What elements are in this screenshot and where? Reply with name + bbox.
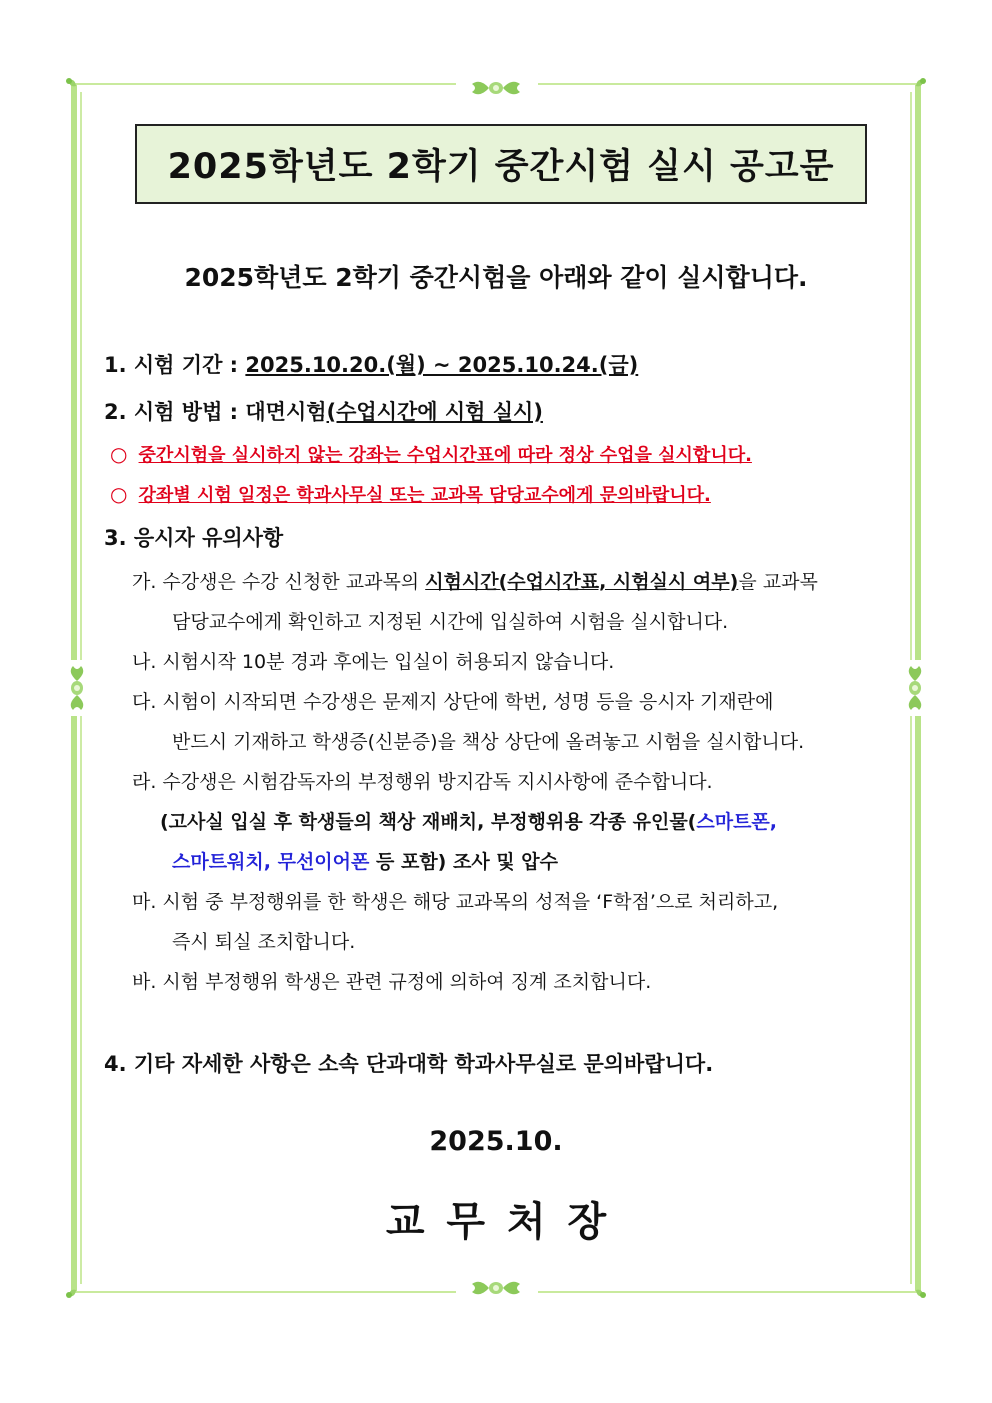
exam-method: [104, 396, 543, 426]
corner-ornament-icon: [64, 1278, 86, 1300]
subtitle: 2025학년도 2학기 중간시험을 아래와 같이 실시합니다.: [184, 263, 808, 292]
rule-ma-cont: 즉시 퇴실 조치합니다.: [172, 931, 356, 953]
rule-text: 을 교과목: [738, 571, 818, 593]
rule-text: 가. 수강생은 수강 신청한 교과목의: [132, 571, 426, 593]
contact-note: 4. 기타 자세한 사항은 소속 단과대학 학과사무실로 문의바랍니다.: [104, 1052, 714, 1076]
circle-bullet-icon: ○: [110, 442, 128, 466]
rule-ba: 바. 시험 부정행위 학생은 관련 규정에 의하여 징계 조치합니다.: [132, 971, 652, 993]
page-title: 2025학년도 2학기 중간시험 실시 공고문: [167, 147, 835, 187]
rule-ra-detail-cont: [172, 847, 558, 874]
circle-bullet-icon: ○: [110, 482, 128, 506]
rule-text: (고사실 입실 후 학생들의 책상 재배치, 부정행위용 각종 유인물(: [160, 811, 697, 833]
rule-emphasis: 시험시간(수업시간표, 시험실시 여부): [425, 571, 739, 593]
rule-da-cont: 반드시 기재하고 학생증(신분증)을 책상 상단에 올려놓고 시험을 실시합니다.: [172, 731, 805, 753]
notice-item: [110, 481, 711, 507]
signer: 교 무 처 장: [385, 1199, 607, 1245]
exam-period-label: 1. 시험 기간 :: [104, 353, 246, 377]
floral-ornament-icon: [902, 664, 928, 712]
notice-text: 강좌별 시험 일정은 학과사무실 또는 교과목 담당교수에게 문의바랍니다.: [138, 485, 711, 506]
corner-ornament-icon: [906, 76, 928, 98]
rule-na: 나. 시험시작 10분 경과 후에는 입실이 허용되지 않습니다.: [132, 651, 615, 673]
rule-ra-detail: [160, 807, 777, 834]
floral-ornament-icon: [464, 1276, 528, 1300]
rule-ra: 라. 수강생은 시험감독자의 부정행위 방지감독 지시사항에 준수합니다.: [132, 771, 713, 793]
notice-item: [110, 441, 752, 467]
rule-ma: 마. 시험 중 부정행위를 한 학생은 해당 교과목의 성적을 ‘F학점’으로 처리하고,: [132, 891, 779, 913]
title-box: [135, 124, 867, 204]
floral-ornament-icon: [64, 664, 90, 712]
rule-ga: [132, 567, 818, 594]
rule-blue-text: 스마트폰,: [696, 811, 777, 833]
floral-ornament-icon: [464, 76, 528, 100]
rule-blue-text: 스마트워치, 무선이어폰: [172, 851, 370, 873]
notice-date: 2025.10.: [429, 1126, 563, 1157]
section-heading: 3. 응시자 유의사항: [104, 526, 284, 550]
corner-ornament-icon: [64, 76, 86, 98]
rule-da: 다. 시험이 시작되면 수강생은 문제지 상단에 학번, 성명 등을 응시자 기재란에: [132, 691, 774, 713]
exam-method-label: 2. 시험 방법 : 대면시험: [104, 400, 327, 424]
rule-text: 등 포함) 조사 및 압수: [369, 851, 558, 873]
exam-period: [104, 349, 638, 379]
corner-ornament-icon: [906, 1278, 928, 1300]
rule-ga-cont: 담당교수에게 확인하고 지정된 시간에 입실하여 시험을 실시합니다.: [172, 611, 729, 633]
exam-period-value: 2025.10.20.(월) ~ 2025.10.24.(금): [245, 353, 639, 377]
exam-method-value: (수업시간에 시험 실시): [326, 400, 543, 424]
notice-text: 중간시험을 실시하지 않는 강좌는 수업시간표에 따라 정상 수업을 실시합니다.: [138, 445, 752, 466]
